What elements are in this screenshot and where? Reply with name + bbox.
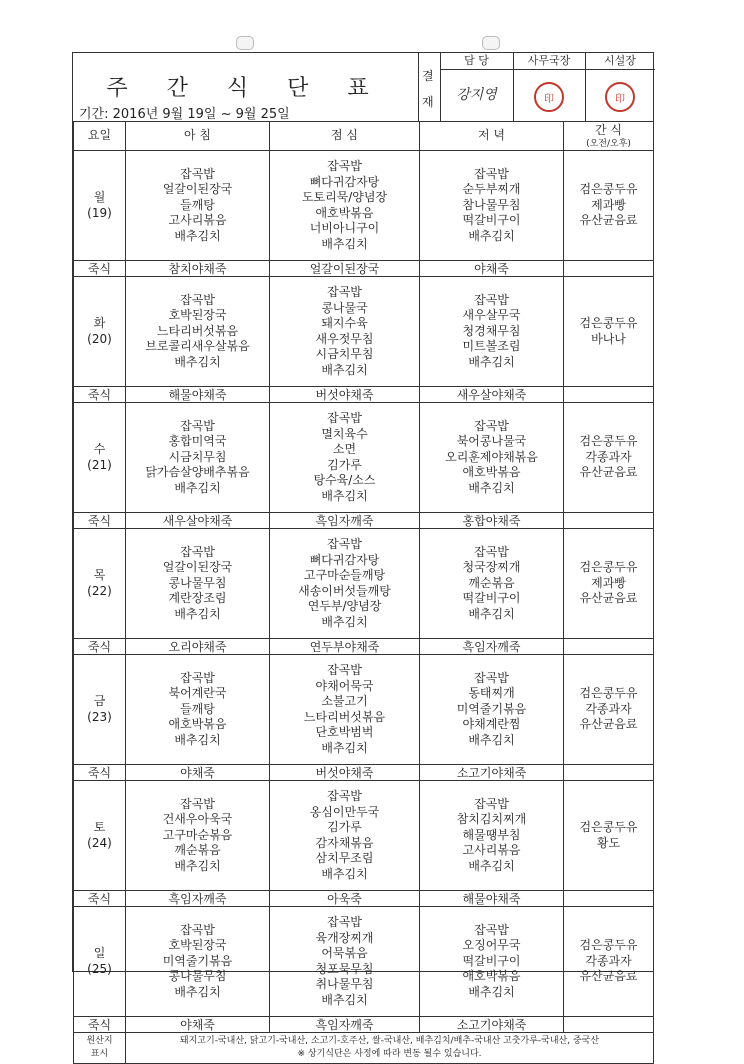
porridge-item: 버섯야채죽 — [270, 387, 420, 403]
porridge-snack-empty — [564, 765, 654, 781]
porridge-row — [74, 261, 654, 277]
dinner-item: 배추김치 — [468, 858, 515, 873]
snack-item: 검은콩두유 — [579, 820, 638, 834]
breakfast-item: 느타리버섯볶음 — [156, 323, 239, 338]
breakfast-cell — [126, 529, 270, 639]
lunch-cell — [270, 907, 420, 1017]
approval-label-top: 결 — [422, 69, 434, 83]
snack-item: 각종과자 — [585, 701, 632, 716]
day-cell — [74, 529, 126, 639]
lunch-item: 배추김치 — [321, 614, 368, 629]
breakfast-item: 배추김치 — [174, 984, 221, 999]
lunch-cell — [270, 277, 420, 387]
snack-item: 검은콩두유 — [579, 434, 638, 449]
breakfast-item: 얼갈이된장국 — [162, 182, 233, 197]
day-name: 월 — [93, 190, 106, 204]
porridge-item: 소고기야채죽 — [420, 765, 564, 781]
day-row — [74, 151, 654, 261]
dinner-item: 잡곡밥 — [474, 544, 509, 559]
breakfast-item: 고사리볶음 — [168, 213, 227, 228]
porridge-item: 야채죽 — [420, 261, 564, 277]
dinner-item: 참치김치찌개 — [456, 812, 527, 827]
snack-item: 유산균음료 — [579, 717, 638, 732]
dinner-item: 잡곡밥 — [474, 796, 509, 811]
snack-cell — [564, 151, 654, 261]
origin-label — [74, 1033, 126, 1064]
porridge-row — [74, 513, 654, 529]
approval-box — [418, 53, 655, 121]
origin-label-line: 원산지 — [86, 1036, 113, 1046]
dinner-item: 북어콩나물국 — [456, 434, 527, 449]
dinner-item: 배추김치 — [468, 354, 515, 369]
lunch-item: 너비아니구이 — [309, 221, 380, 235]
porridge-item: 해물야채죽 — [420, 891, 564, 907]
day-name: 토 — [93, 820, 106, 834]
day-date: (25) — [87, 961, 112, 976]
dinner-item: 오리훈제야채볶음 — [445, 449, 538, 464]
menu-table — [73, 121, 654, 1064]
day-date: (19) — [87, 205, 112, 220]
lunch-item: 어묵볶음 — [321, 946, 368, 960]
header-snack-label: 간 식 — [595, 123, 622, 138]
breakfast-cell — [126, 277, 270, 387]
lunch-item: 배추김치 — [321, 866, 368, 881]
porridge-item: 야채죽 — [126, 1017, 270, 1033]
porridge-snack-empty — [564, 387, 654, 403]
breakfast-item: 호박된장국 — [168, 308, 227, 323]
porridge-snack-empty — [564, 639, 654, 655]
porridge-label: 죽식 — [74, 765, 126, 781]
day-cell — [74, 151, 126, 261]
lunch-item: 배추김치 — [321, 362, 368, 377]
porridge-row — [74, 639, 654, 655]
lunch-item: 잡곡밥 — [327, 159, 362, 173]
snack-cell — [564, 403, 654, 513]
lunch-item: 배추김치 — [321, 740, 368, 755]
breakfast-cell — [126, 655, 270, 765]
lunch-item: 옹심이만두국 — [309, 804, 380, 819]
breakfast-item: 들깨탕 — [180, 197, 215, 212]
breakfast-item: 깨순볶음 — [174, 843, 221, 858]
lunch-item: 콩나물국 — [321, 300, 368, 315]
snack-item: 황도 — [596, 835, 621, 850]
dinner-item: 떡갈비구이 — [462, 213, 521, 228]
lunch-item: 뼈다귀감자탕 — [309, 174, 380, 189]
snack-cell — [564, 907, 654, 1017]
snack-cell — [564, 277, 654, 387]
menu-sheet — [72, 52, 654, 1059]
breakfast-item: 배추김치 — [174, 228, 221, 243]
day-row — [74, 403, 654, 513]
binder-hole — [236, 36, 254, 50]
page-title: 주 간 식 단 표 — [106, 76, 385, 101]
breakfast-item: 잡곡밥 — [180, 670, 215, 685]
snack-item: 각종과자 — [585, 449, 632, 464]
lunch-cell — [270, 655, 420, 765]
snack-item: 유산균음료 — [579, 969, 638, 984]
porridge-label: 죽식 — [74, 261, 126, 277]
lunch-item: 단호박범벅 — [315, 725, 374, 739]
approval-head: 사무국장 — [513, 53, 585, 70]
menu-body — [74, 151, 654, 1033]
dinner-item: 배추김치 — [468, 984, 515, 999]
dinner-item: 깨순볶음 — [468, 575, 515, 590]
snack-item: 유산균음료 — [579, 213, 638, 228]
origin-label-line: 표시 — [90, 1049, 109, 1059]
dinner-cell — [420, 277, 564, 387]
snack-item: 유산균음료 — [579, 591, 638, 606]
dinner-item: 배추김치 — [468, 228, 515, 243]
binder-holes — [0, 36, 744, 52]
dinner-item: 잡곡밥 — [474, 922, 509, 937]
lunch-item: 돼지수육 — [321, 316, 368, 330]
breakfast-item: 계란장조림 — [168, 591, 227, 606]
day-row — [74, 529, 654, 639]
origin-info — [126, 1033, 654, 1064]
dinner-cell — [420, 151, 564, 261]
lunch-item: 도토리묵/양념장 — [301, 190, 388, 204]
dinner-item: 배추김치 — [468, 480, 515, 495]
breakfast-item: 건새우아욱국 — [162, 812, 233, 827]
lunch-cell — [270, 781, 420, 891]
day-date: (20) — [87, 331, 112, 346]
breakfast-item: 배추김치 — [174, 354, 221, 369]
lunch-item: 잡곡밥 — [327, 663, 362, 677]
lunch-item: 애호박볶음 — [315, 205, 374, 220]
origin-text: 돼지고기-국내산, 닭고기-국내산, 소고기-호주산, 쌀-국내산, 배추김치/배추-국내산 고춧가루-국내산, 중국산 — [179, 1036, 600, 1046]
dinner-item: 애호박볶음 — [462, 969, 521, 984]
lunch-item: 탕수육/소스 — [313, 473, 376, 487]
breakfast-item: 호박된장국 — [168, 938, 227, 953]
lunch-item: 잡곡밥 — [327, 411, 362, 425]
snack-cell — [564, 781, 654, 891]
porridge-item: 새우살야채죽 — [420, 387, 564, 403]
breakfast-item: 잡곡밥 — [180, 922, 215, 937]
lunch-cell — [270, 151, 420, 261]
breakfast-item: 브로콜리새우살볶음 — [145, 339, 250, 354]
porridge-item: 홍합야채죽 — [420, 513, 564, 529]
seal-stamp-icon: 印 — [605, 82, 635, 112]
porridge-item: 해물야채죽 — [126, 387, 270, 403]
breakfast-item: 잡곡밥 — [180, 418, 215, 433]
header-snack-sub: (오전/오후) — [586, 138, 631, 149]
day-name: 일 — [93, 946, 106, 960]
porridge-item: 참치야채죽 — [126, 261, 270, 277]
header-breakfast: 아 침 — [126, 122, 270, 151]
porridge-label: 죽식 — [74, 639, 126, 655]
approval-head: 시설장 — [585, 53, 655, 70]
lunch-item: 잡곡밥 — [327, 915, 362, 929]
approval-col-facility-head — [585, 53, 655, 121]
day-row — [74, 907, 654, 1017]
seal-stamp-icon: 印 — [534, 82, 564, 112]
approval-col-manager — [440, 53, 514, 121]
lunch-item: 잡곡밥 — [327, 537, 362, 551]
lunch-item: 배추김치 — [321, 992, 368, 1007]
day-date: (22) — [87, 583, 112, 598]
period-text: 기간: 2016년 9월 19일 ~ 9월 25일 — [79, 107, 290, 122]
day-date: (23) — [87, 709, 112, 724]
day-row — [74, 781, 654, 891]
porridge-item: 얼갈이된장국 — [270, 261, 420, 277]
lunch-item: 야채어묵국 — [315, 678, 374, 693]
approval-label — [418, 53, 441, 121]
day-cell — [74, 277, 126, 387]
breakfast-item: 배추김치 — [174, 606, 221, 621]
lunch-item: 배추김치 — [321, 488, 368, 503]
dinner-cell — [420, 655, 564, 765]
breakfast-cell — [126, 403, 270, 513]
lunch-item: 새우젓무침 — [315, 331, 374, 346]
breakfast-item: 잡곡밥 — [180, 292, 215, 307]
porridge-item: 소고기야채죽 — [420, 1017, 564, 1033]
snack-item: 검은콩두유 — [579, 316, 638, 330]
snack-item: 제과빵 — [591, 575, 626, 590]
day-name: 수 — [93, 442, 106, 456]
header-dinner: 저 녁 — [420, 122, 564, 151]
header-lunch: 점 심 — [270, 122, 420, 151]
lunch-item: 뼈다귀감자탕 — [309, 552, 380, 567]
porridge-item: 아욱죽 — [270, 891, 420, 907]
lunch-item: 배추김치 — [321, 236, 368, 251]
lunch-item: 소불고기 — [321, 694, 368, 708]
lunch-item: 김가루 — [327, 820, 362, 834]
porridge-snack-empty — [564, 261, 654, 277]
dinner-item: 미역줄기볶음 — [456, 701, 527, 716]
porridge-item: 연두부야채죽 — [270, 639, 420, 655]
lunch-item: 잡곡밥 — [327, 789, 362, 803]
breakfast-item: 배추김치 — [174, 858, 221, 873]
breakfast-cell — [126, 151, 270, 261]
porridge-label: 죽식 — [74, 1017, 126, 1033]
porridge-label: 죽식 — [74, 891, 126, 907]
porridge-row — [74, 387, 654, 403]
lunch-item: 새송이버섯들깨탕 — [298, 583, 391, 598]
breakfast-cell — [126, 907, 270, 1017]
porridge-snack-empty — [564, 1017, 654, 1033]
lunch-item: 시금치무침 — [315, 347, 374, 361]
approval-col-office-director — [513, 53, 586, 121]
dinner-item: 미트볼조림 — [462, 339, 521, 354]
dinner-item: 순두부찌개 — [462, 182, 521, 197]
dinner-item: 잡곡밥 — [474, 418, 509, 433]
porridge-item: 흑임자깨죽 — [420, 639, 564, 655]
porridge-item: 오리야채죽 — [126, 639, 270, 655]
snack-item: 검은콩두유 — [579, 182, 638, 197]
porridge-snack-empty — [564, 891, 654, 907]
lunch-item: 소면 — [332, 442, 357, 456]
dinner-item: 고사리볶음 — [462, 843, 521, 858]
day-name: 목 — [93, 568, 106, 582]
dinner-item: 동태찌개 — [468, 686, 515, 701]
porridge-row — [74, 765, 654, 781]
dinner-item: 청경채무침 — [462, 323, 521, 338]
snack-item: 제과빵 — [591, 197, 626, 212]
lunch-item: 김가루 — [327, 457, 362, 472]
porridge-snack-empty — [564, 513, 654, 529]
lunch-item: 육개장찌개 — [315, 930, 374, 945]
snack-cell — [564, 655, 654, 765]
title-block — [73, 53, 419, 121]
breakfast-item: 잡곡밥 — [180, 544, 215, 559]
dinner-item: 애호박볶음 — [462, 465, 521, 480]
lunch-item: 고구마순들깨탕 — [303, 568, 386, 582]
breakfast-item: 콩나물무침 — [168, 969, 227, 984]
day-cell — [74, 907, 126, 1017]
breakfast-cell — [126, 781, 270, 891]
breakfast-item: 잡곡밥 — [180, 796, 215, 811]
day-cell — [74, 781, 126, 891]
lunch-item: 멸치육수 — [321, 426, 368, 441]
breakfast-item: 배추김치 — [174, 480, 221, 495]
dinner-item: 참나물무침 — [462, 197, 521, 212]
day-row — [74, 655, 654, 765]
dinner-cell — [420, 781, 564, 891]
signature-handwritten: 강지영 — [456, 87, 497, 103]
dinner-item: 청국장찌개 — [462, 560, 521, 575]
porridge-row — [74, 891, 654, 907]
dinner-item: 잡곡밥 — [474, 292, 509, 307]
snack-item: 유산균음료 — [579, 465, 638, 480]
origin-row — [74, 1033, 654, 1064]
breakfast-item: 홍합미역국 — [168, 434, 227, 449]
approval-head: 담 당 — [440, 53, 513, 70]
porridge-item: 흑임자깨죽 — [270, 513, 420, 529]
lunch-item: 청포묵무침 — [315, 961, 374, 976]
header-day: 요일 — [74, 122, 126, 151]
lunch-item: 감자채볶음 — [315, 835, 374, 850]
porridge-label: 죽식 — [74, 513, 126, 529]
breakfast-item: 시금치무침 — [168, 449, 227, 464]
dinner-item: 배추김치 — [468, 606, 515, 621]
snack-item: 바나나 — [591, 331, 626, 346]
day-row — [74, 277, 654, 387]
breakfast-item: 얼갈이된장국 — [162, 560, 233, 575]
lunch-item: 잡곡밥 — [327, 285, 362, 299]
day-date: (21) — [87, 457, 112, 472]
dinner-item: 잡곡밥 — [474, 670, 509, 685]
dinner-item: 해물땡부침 — [462, 827, 521, 842]
origin-note: ※ 상기식단은 사정에 따라 변동 될수 있습니다. — [297, 1049, 482, 1059]
dinner-item: 떡갈비구이 — [462, 953, 521, 968]
porridge-label: 죽식 — [74, 387, 126, 403]
day-cell — [74, 655, 126, 765]
lunch-cell — [270, 403, 420, 513]
porridge-item: 흑임자깨죽 — [126, 891, 270, 907]
porridge-item: 새우살야채죽 — [126, 513, 270, 529]
lunch-item: 연두부/양념장 — [307, 599, 382, 613]
snack-item: 검은콩두유 — [579, 560, 638, 575]
header-snack — [564, 122, 654, 151]
approval-label-bottom: 재 — [422, 95, 434, 109]
snack-item: 각종과자 — [585, 953, 632, 968]
day-cell — [74, 403, 126, 513]
breakfast-item: 미역줄기볶음 — [162, 953, 233, 968]
dinner-cell — [420, 907, 564, 1017]
snack-item: 검은콩두유 — [579, 938, 638, 953]
lunch-item: 삼치무조림 — [315, 851, 374, 865]
snack-item: 검은콩두유 — [579, 686, 638, 701]
breakfast-item: 고구마순볶음 — [162, 827, 233, 842]
porridge-item: 버섯야채죽 — [270, 765, 420, 781]
porridge-item: 흑임자깨죽 — [270, 1017, 420, 1033]
dinner-cell — [420, 529, 564, 639]
breakfast-item: 애호박볶음 — [168, 717, 227, 732]
breakfast-item: 북어계란국 — [168, 686, 227, 701]
snack-cell — [564, 529, 654, 639]
breakfast-item: 들깨탕 — [180, 701, 215, 716]
day-name: 화 — [93, 316, 106, 330]
dinner-item: 오징어무국 — [462, 938, 521, 953]
lunch-item: 취나물무침 — [315, 977, 374, 991]
porridge-item: 야채죽 — [126, 765, 270, 781]
dinner-item: 잡곡밥 — [474, 166, 509, 181]
table-header-row — [74, 122, 654, 151]
breakfast-item: 콩나물무침 — [168, 575, 227, 590]
dinner-cell — [420, 403, 564, 513]
dinner-item: 떡갈비구이 — [462, 591, 521, 606]
lunch-item: 느타리버섯볶음 — [303, 709, 386, 724]
binder-hole — [482, 36, 500, 50]
breakfast-item: 닭가슴살양배추볶음 — [145, 465, 250, 480]
dinner-item: 배추김치 — [468, 732, 515, 747]
dinner-item: 새우살무국 — [462, 308, 521, 323]
day-date: (24) — [87, 835, 112, 850]
porridge-row — [74, 1017, 654, 1033]
breakfast-item: 잡곡밥 — [180, 166, 215, 181]
breakfast-item: 배추김치 — [174, 732, 221, 747]
day-name: 금 — [93, 694, 106, 708]
lunch-cell — [270, 529, 420, 639]
dinner-item: 야채계란찜 — [462, 717, 521, 732]
